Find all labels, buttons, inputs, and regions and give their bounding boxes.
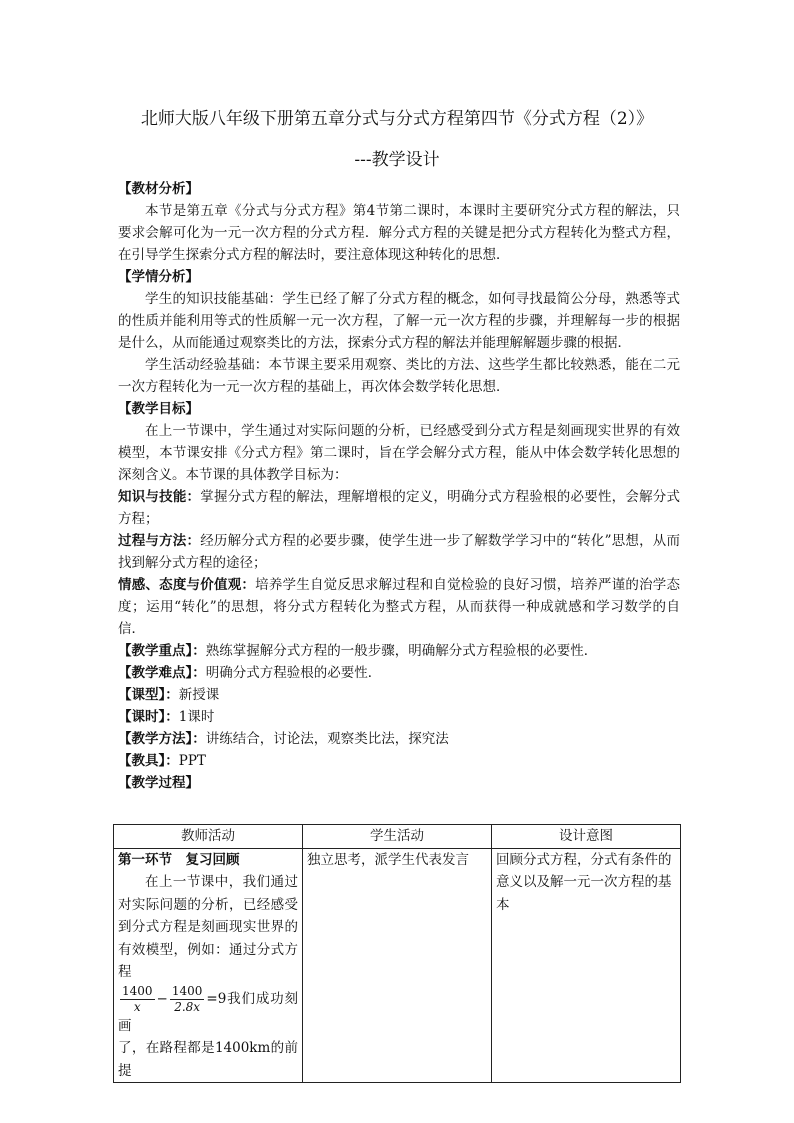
student-analysis-knowledge: 学生的知识技能基础：学生已经了解了分式方程的概念，如何寻找最简公分母，熟悉等式的性质并能利用等式的性质解一元一次方程，了解一元一次方程的步骤，并理解每一步的根据是什么，从而能通过观察类比的方法，探索分式方程的解法并能理解解题步骤的根据． <box>118 291 680 351</box>
fraction-1 <box>120 984 155 1015</box>
header-teacher-activity: 教师活动 <box>114 825 303 849</box>
teaching-tools-label: 【教具】： <box>118 753 179 769</box>
fraction-1-denominator: x <box>133 999 141 1014</box>
goal-emotion <box>118 574 680 640</box>
teaching-tools-text: PPT <box>178 753 206 769</box>
fraction-1-numerator: 1400 <box>122 983 153 998</box>
teaching-method <box>118 728 680 750</box>
section-heading-goals: 【教学目标】 <box>118 401 199 417</box>
stage-title: 第一环节 复习回顾 <box>118 851 240 868</box>
key-point-text: 熟练掌握解分式方程的一般步骤，明确解分式方程验根的必要性． <box>205 643 598 659</box>
teacher-activity-cell <box>114 848 303 1083</box>
difficult-point-label: 【教学难点】： <box>118 665 206 681</box>
goal-knowledge <box>118 486 680 530</box>
header-student-activity: 学生活动 <box>303 825 492 849</box>
lesson-hours-text: 1课时 <box>178 709 215 725</box>
key-point-label: 【教学重点】： <box>118 643 206 659</box>
fraction-2-denominator: 2.8x <box>174 999 201 1014</box>
goal-knowledge-label: 知识与技能： <box>118 489 201 505</box>
document-title: 北师大版八年级下册第五章分式与分式方程第四节《分式方程（2）》 <box>140 109 654 129</box>
table-row <box>114 848 681 1083</box>
fraction-2-numerator: 1400 <box>171 983 203 998</box>
goal-process-text: 经历解分式方程的必要步骤，使学生进一步了解数学学习中的“转化”思想，从而找到解分式方程的途径； <box>118 533 680 571</box>
goal-emotion-text: 培养学生自觉反思求解过程和自觉检验的良好习惯，培养严谨的治学态度；运用“转化”的思想，将分式方程转化为整式方程，从而获得一种成就感和学习数学的自信． <box>118 577 680 637</box>
table-header-row <box>114 825 681 849</box>
section-heading-textbook: 【教材分析】 <box>118 181 199 197</box>
header-design-intent: 设计意图 <box>492 825 681 849</box>
teaching-tools <box>118 750 680 772</box>
goal-emotion-label: 情感、态度与价值观： <box>118 577 256 593</box>
section-heading-student: 【学情分析】 <box>118 269 199 285</box>
key-point <box>118 640 680 662</box>
design-intent-cell: 回顾分式方程，分式有条件的意义以及解一元一次方程的基本 <box>492 848 681 1083</box>
equation-rest: =9我们成功刻画 <box>118 990 298 1034</box>
lesson-hours <box>118 706 680 728</box>
difficult-point <box>118 662 680 684</box>
fraction-2 <box>170 984 205 1015</box>
teacher-activity-text-cont: 了，在路程都是1400km的前提 <box>118 1040 298 1079</box>
document-body <box>118 178 680 794</box>
lesson-type-label: 【课型】： <box>118 687 179 703</box>
difficult-point-text: 明确分式方程验根的必要性． <box>205 665 382 681</box>
student-analysis-experience: 学生活动经验基础：本节课主要采用观察、类比的方法、这些学生都比较熟悉，能在二元一次方程转化为一元一次方程的基础上，再次体会数学转化思想． <box>118 357 680 395</box>
lesson-type-text: 新授课 <box>178 687 220 703</box>
goal-process-label: 过程与方法： <box>118 533 201 549</box>
lesson-type <box>118 684 680 706</box>
procedure-table <box>113 824 681 1083</box>
document-subtitle: ---教学设计 <box>354 150 440 170</box>
teacher-activity-text: 在上一节课中，我们通过对实际问题的分析，已经感受到分式方程是刻画现实世界的有效模型，例如：通过分式方程 <box>118 874 298 980</box>
equation-line <box>118 984 298 1038</box>
goal-process <box>118 530 680 574</box>
minus-sign: − <box>156 990 168 1007</box>
goals-intro: 在上一节课中，学生通过对实际问题的分析，已经感受到分式方程是刻画现实世界的有效模型，本节课安排《分式方程》第二课时，旨在学会解分式方程，能从中体会数学转化思想的深刻含义。本节课的具体教学目标为： <box>118 423 680 483</box>
student-activity-cell: 独立思考，派学生代表发言 <box>303 848 492 1083</box>
section-heading-procedure: 【教学过程】 <box>118 775 199 791</box>
textbook-analysis-text: 本节是第五章《分式与分式方程》第4节第二课时，本课时主要研究分式方程的解法，只要求会解可化为一元一次方程的分式方程．解分式方程的关键是把分式方程转化为整式方程，在引导学生探索分式方程的解法时，要注意体现这种转化的思想． <box>118 203 680 263</box>
lesson-hours-label: 【课时】： <box>118 709 179 725</box>
teaching-method-label: 【教学方法】： <box>118 731 206 747</box>
goal-knowledge-text: 掌握分式方程的解法，理解增根的定义，明确分式方程验根的必要性，会解分式方程； <box>118 489 681 527</box>
teaching-method-text: 讲练结合，讨论法，观察类比法，探究法 <box>205 731 449 747</box>
